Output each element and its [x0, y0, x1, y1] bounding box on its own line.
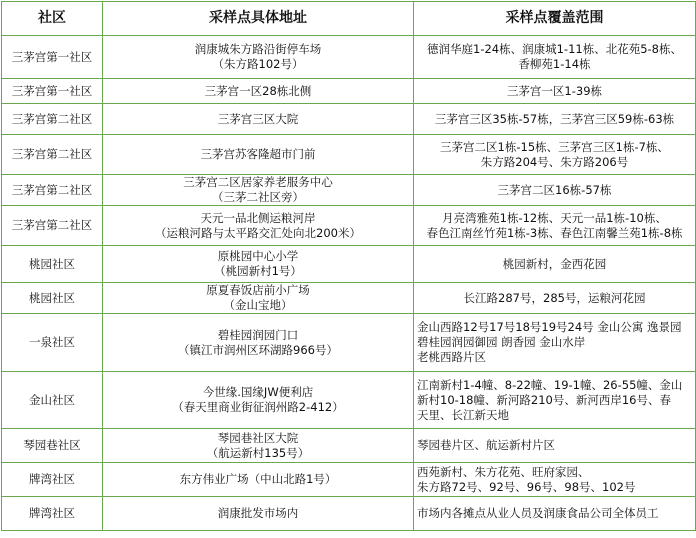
coverage-line: 三茅宫二区16栋-57栋: [497, 182, 612, 197]
coverage-cell: [414, 246, 696, 283]
table-row: [2, 36, 696, 79]
coverage-line: 桃园新村，金西花园: [502, 256, 607, 271]
community-cell: 牌湾社区: [2, 463, 103, 497]
address-line: 三茅宫一区28栋北侧: [204, 83, 312, 98]
header-community: 社区: [2, 2, 103, 36]
address-cell: [103, 79, 414, 104]
coverage-cell: [414, 206, 696, 246]
address-cell: [103, 175, 414, 206]
address-cell: [103, 36, 414, 79]
coverage-line: 香柳苑1-14栋: [518, 57, 591, 71]
address-line: （朱方路102号）: [212, 57, 304, 71]
coverage-line: 老桃西路片区: [417, 350, 486, 364]
community-cell: 三茅宫第二社区: [2, 206, 103, 246]
table-row: [2, 429, 696, 463]
address-cell: [103, 314, 414, 372]
table-row: [2, 372, 696, 429]
community-cell: 桃园社区: [2, 246, 103, 283]
address-line: （镇江市润州区环湖路966号）: [178, 342, 338, 357]
address-line: （航运新村135号）: [206, 445, 310, 460]
address-cell: [103, 372, 414, 429]
coverage-cell: [414, 135, 696, 175]
table-row: [2, 79, 696, 104]
community-cell: 琴园巷社区: [2, 429, 103, 463]
coverage-cell: [414, 314, 696, 372]
coverage-cell: [414, 104, 696, 135]
address-line: 东方伟业广场（中山北路1号）: [179, 472, 337, 486]
coverage-cell: [414, 463, 696, 497]
table-row: [2, 104, 696, 135]
coverage-cell: [414, 36, 696, 79]
address-cell: [103, 135, 414, 175]
community-cell: 牌湾社区: [2, 497, 103, 531]
address-line: （三茅二社区旁）: [212, 190, 304, 204]
address-line: 碧桂园润园门口: [217, 327, 299, 342]
table-row: [2, 314, 696, 372]
address-cell: [103, 497, 414, 531]
table-row: [2, 497, 696, 531]
table-row: [2, 135, 696, 175]
address-line: （金山宝地）: [223, 298, 293, 312]
coverage-line: 西苑新村、朱方花苑、旺府家园、: [417, 464, 590, 479]
community-cell: 一泉社区: [2, 314, 103, 372]
table-row: [2, 175, 696, 206]
coverage-line: 月亮湾雅苑1栋-12栋、天元一品1栋-10栋、: [442, 210, 667, 225]
coverage-line: 金山西路12号17号18号19号24号 金山公寓 逸景园: [417, 320, 682, 334]
coverage-line: 三茅宫一区1-39栋: [506, 83, 603, 98]
address-line: 润康批发市场内: [217, 506, 299, 520]
coverage-line: 碧桂园润园御园 朗香园 金山水岸: [417, 335, 586, 349]
table-body: [2, 36, 696, 531]
header-row: [2, 2, 696, 36]
coverage-line: 德润华庭1-24栋、润康城1-11栋、北花苑5-8栋、: [427, 42, 682, 56]
coverage-line: 江南新村1-4幢、8-22幢、19-1幢、26-55幢、金山: [417, 377, 683, 392]
table-row: [2, 206, 696, 246]
community-cell: 三茅宫第一社区: [2, 79, 103, 104]
community-cell: 三茅宫第二社区: [2, 175, 103, 206]
sampling-points-table: [1, 1, 696, 531]
coverage-cell: [414, 372, 696, 429]
coverage-line: 三茅宫二区1栋-15栋、三茅宫三区1栋-7栋、: [440, 139, 669, 154]
header-coverage: 采样点覆盖范围: [414, 2, 696, 36]
address-line: 润康城朱方路沿街停车场: [194, 42, 322, 56]
address-cell: [103, 283, 414, 314]
address-line: 三茅宫二区居家养老服务中心: [183, 175, 333, 189]
address-line: （桃园新村1号）: [214, 264, 302, 278]
address-line: 三茅宫苏客隆超市门前: [200, 147, 316, 161]
address-line: 原桃园中心小学: [217, 249, 299, 263]
address-cell: [103, 206, 414, 246]
coverage-line: 朱方路204号、朱方路206号: [480, 154, 629, 169]
address-cell: [103, 246, 414, 283]
coverage-line: 春色江南丝竹苑1栋-3栋、春色江南馨兰苑1栋-8栋: [426, 225, 683, 240]
address-cell: [103, 463, 414, 497]
address-line: （运粮河路与太平路交汇处向北200米）: [155, 225, 361, 240]
coverage-cell: [414, 497, 696, 531]
address-cell: [103, 429, 414, 463]
address-line: 今世缘.国缘JW便利店: [202, 385, 314, 399]
header-address: 采样点具体地址: [103, 2, 414, 36]
coverage-cell: [414, 175, 696, 206]
coverage-cell: [414, 283, 696, 314]
address-line: （春天里商业街征润州路2-412）: [172, 400, 344, 414]
community-cell: 三茅宫第二社区: [2, 135, 103, 175]
community-cell: 三茅宫第一社区: [2, 36, 103, 79]
coverage-line: 长江路287号，285号，运粮河花园: [463, 290, 646, 305]
coverage-line: 朱方路72号、92号、96号、98号、102号: [417, 479, 636, 494]
address-line: 三茅宫三区大院: [217, 111, 299, 126]
address-line: 天元一品北侧运粮河岸: [200, 210, 316, 225]
coverage-line: 市场内各摊点从业人员及润康食品公司全体员工: [417, 506, 659, 520]
coverage-line: 琴园巷片区、航运新村片区: [417, 438, 555, 452]
community-cell: 三茅宫第二社区: [2, 104, 103, 135]
address-line: 琴园巷社区大院: [217, 430, 299, 445]
address-cell: [103, 104, 414, 135]
table-row: [2, 283, 696, 314]
coverage-cell: [414, 429, 696, 463]
community-cell: 桃园社区: [2, 283, 103, 314]
coverage-cell: [414, 79, 696, 104]
community-cell: 金山社区: [2, 372, 103, 429]
table-row: [2, 246, 696, 283]
coverage-line: 新村10-18幢、新河路210号、新河西岸16号、春: [417, 392, 671, 407]
table-row: [2, 463, 696, 497]
coverage-line: 三茅宫三区35栋-57栋，三茅宫三区59栋-63栋: [434, 111, 675, 126]
coverage-line: 天里、长江新天地: [417, 407, 509, 422]
address-line: 原夏春饭店前小广场: [206, 283, 310, 297]
